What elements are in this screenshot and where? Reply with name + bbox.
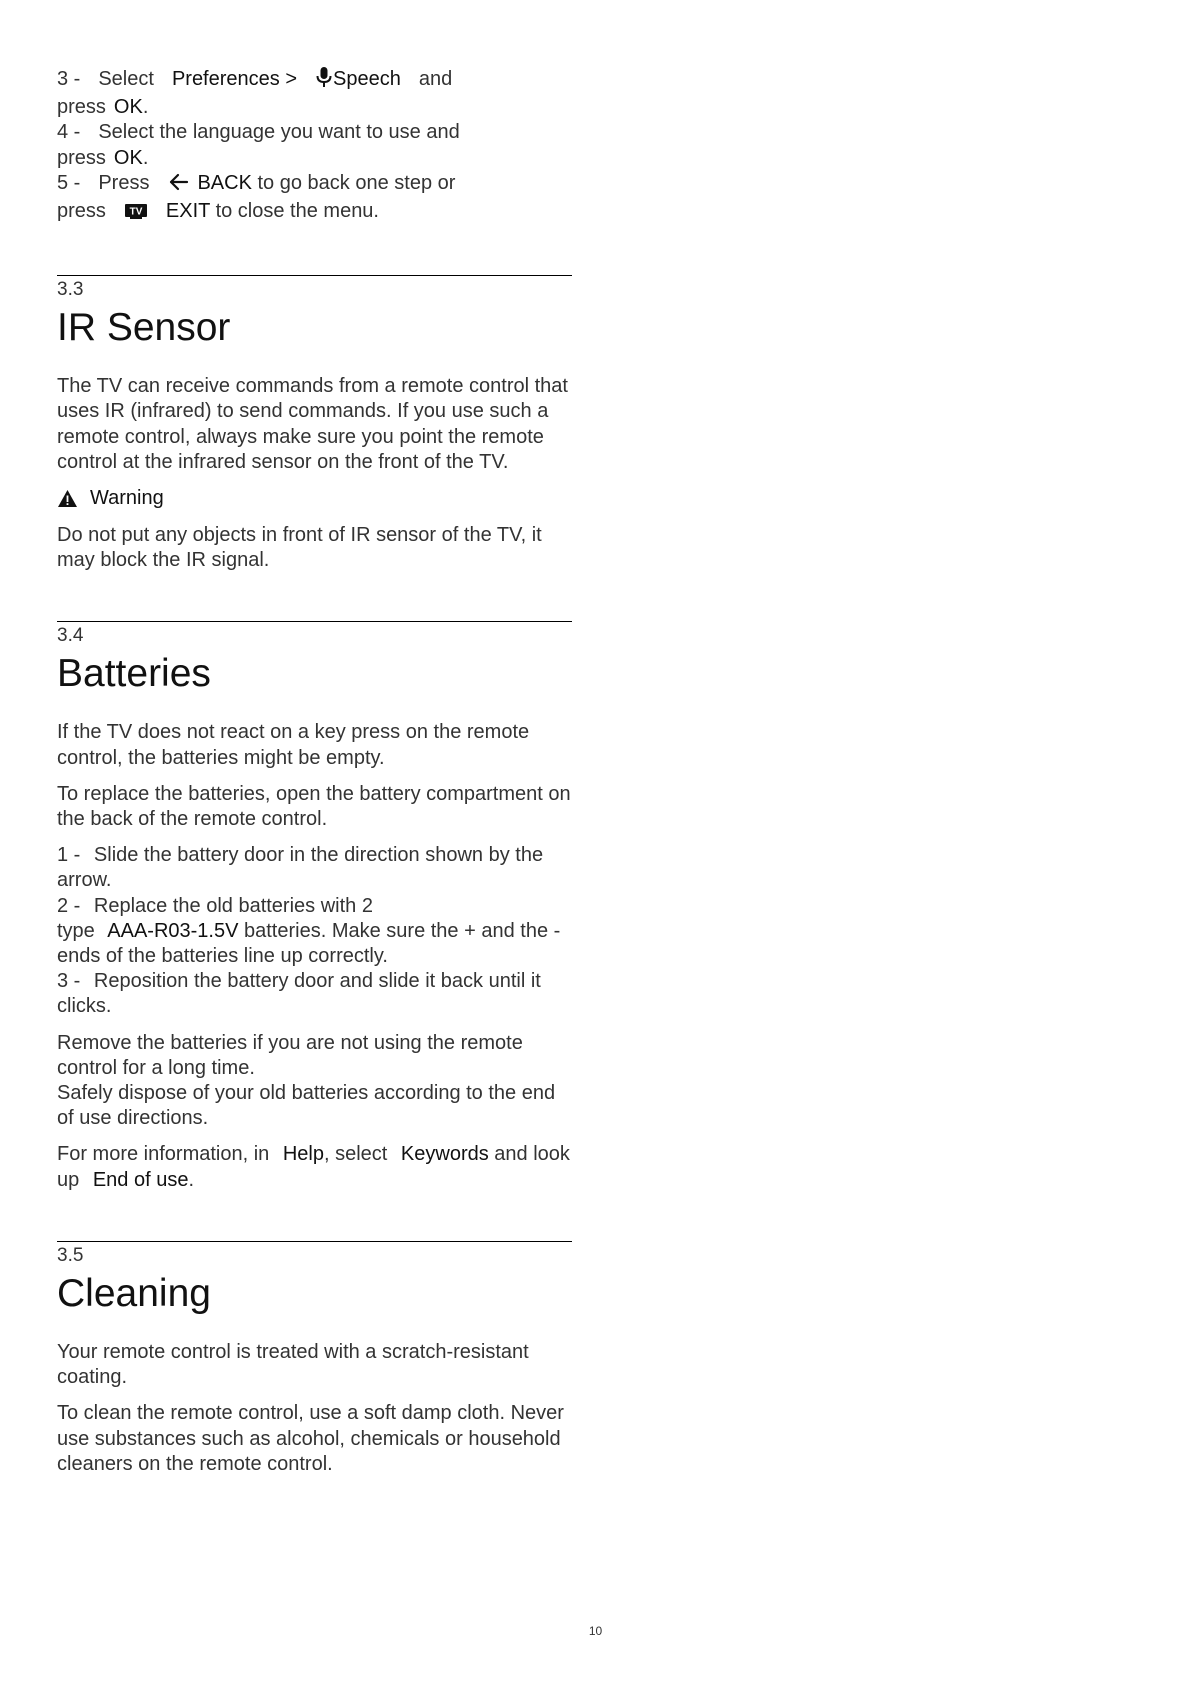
section-title: Cleaning [57, 1271, 211, 1315]
keywords-link: Keywords [400, 1143, 489, 1166]
step-text: batteries. Make sure the + and the - ends of the batteries line up correctly. [57, 919, 561, 968]
battery-step-1 [57, 843, 572, 893]
back-key-label: BACK [197, 171, 252, 194]
section-number: 3.5 [57, 1244, 84, 1266]
help-link: Help [282, 1143, 324, 1166]
back-arrow-icon [167, 172, 189, 199]
step-number: 3 - [57, 970, 81, 993]
step-text: Select [98, 68, 154, 90]
step-4 [57, 120, 572, 145]
paragraph-line: Safely dispose of your old batteries according to the end of use directions. [57, 1082, 556, 1130]
battery-type-code: AAA-R03-1.5V [107, 919, 239, 942]
step-3-cont: press OK. [57, 96, 149, 119]
step-text: Reposition the battery door and slide it back until it clicks. [57, 970, 541, 1018]
step-text: and [418, 68, 453, 90]
step-text: press [57, 96, 106, 119]
section-divider [57, 621, 572, 622]
ok-key-label: OK [113, 146, 143, 169]
section-divider [57, 1241, 572, 1242]
step-text: press [57, 146, 106, 169]
paragraph-text: For more information, in [57, 1143, 270, 1166]
tv-button-label: TV [129, 206, 143, 218]
speech-menu-label: Speech [333, 68, 401, 90]
warning-heading [57, 486, 572, 511]
section-batteries [57, 621, 572, 1192]
section-divider [57, 275, 572, 276]
section-number: 3.4 [57, 625, 84, 647]
step-3 [57, 66, 572, 95]
step-number: 1 - [57, 844, 81, 867]
section-paragraph: The TV can receive commands from a remote control that uses IR (infrared) to send commands. If you use such a remote control, always make sure you point the remote control at the infrared sensor on the front of the TV. [57, 375, 568, 473]
section-cleaning [57, 1241, 572, 1477]
steps-block [57, 66, 572, 227]
step-text: Press [98, 171, 150, 194]
paragraph-text: . [188, 1168, 194, 1191]
step-number: 2 - [57, 894, 81, 917]
section-paragraph: If the TV does not react on a key press on the remote control, the batteries might be empty. [57, 721, 530, 769]
warning-text: Do not put any objects in front of IR sensor of the TV, it may block the IR signal. [57, 524, 542, 572]
more-info-paragraph [57, 1142, 572, 1192]
step-5-cont [57, 199, 572, 227]
microphone-icon [315, 66, 333, 95]
page-content [57, 66, 572, 1488]
page-number: 10 [588, 1624, 603, 1638]
end-of-use-link: End of use [92, 1168, 189, 1191]
step-text: Replace the old batteries with 2 [93, 894, 373, 917]
section-paragraph: To replace the batteries, open the battery compartment on the back of the remote control. [57, 782, 571, 831]
step-text: Slide the battery door in the direction shown by the arrow. [57, 844, 544, 892]
exit-key-label: EXIT [165, 200, 210, 223]
section-paragraph: Your remote control is treated with a scratch-resistant coating. [57, 1340, 529, 1389]
section-ir-sensor [57, 275, 572, 573]
warning-triangle-icon [57, 489, 78, 508]
step-text: to close the menu. [215, 200, 379, 223]
paragraph-line: Remove the batteries if you are not using the remote control for a long time. [57, 1031, 523, 1079]
section-paragraph [57, 1031, 572, 1132]
preferences-menu-label: Preferences > [171, 68, 298, 90]
step-text: to go back one step or [257, 171, 456, 194]
step-text: press [57, 200, 106, 223]
ok-key-label: OK [113, 96, 143, 119]
section-title: IR Sensor [57, 306, 231, 350]
tv-button-icon [124, 202, 148, 227]
warning-label: Warning [90, 487, 164, 510]
paragraph-text: and look up [57, 1143, 570, 1191]
section-paragraph: To clean the remote control, use a soft damp cloth. Never use substances such as alcohol, chemicals or household cleaners on the remote control. [57, 1402, 564, 1475]
step-number: 3 - [57, 68, 81, 90]
step-number: 4 - [57, 121, 81, 144]
battery-step-2 [57, 894, 572, 970]
step-text: Select the language you want to use and [98, 121, 460, 144]
battery-steps [57, 843, 572, 1019]
section-title: Batteries [57, 652, 211, 696]
section-number: 3.3 [57, 279, 84, 301]
step-4-cont: press OK. [57, 146, 149, 169]
paragraph-text: , select [324, 1143, 388, 1166]
step-5 [57, 171, 572, 199]
step-number: 5 - [57, 171, 81, 194]
step-text: type [57, 919, 95, 942]
battery-step-3 [57, 969, 572, 1019]
